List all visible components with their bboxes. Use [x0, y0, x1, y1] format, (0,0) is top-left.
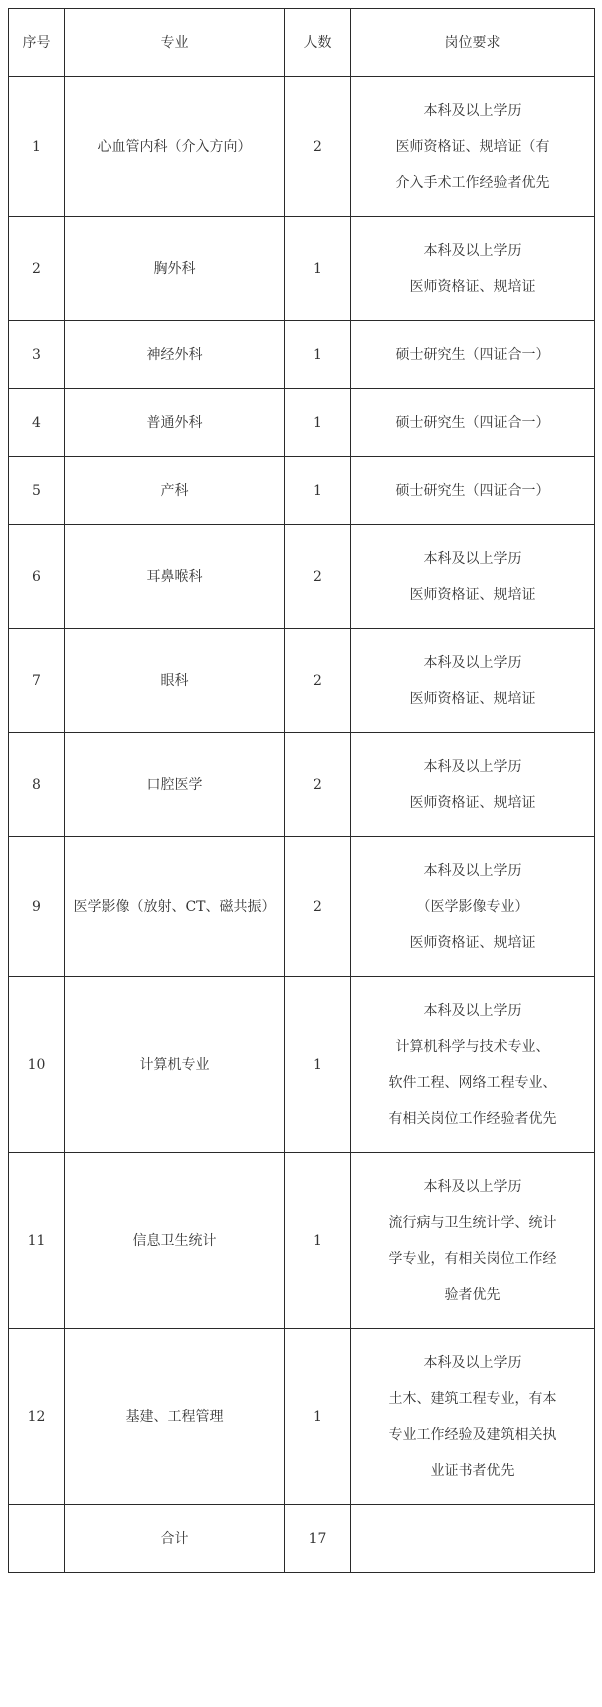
row-count: 1: [285, 977, 351, 1153]
row-count: 2: [285, 77, 351, 217]
table-row: [9, 1153, 595, 1329]
requirement-line: 计算机科学与技术专业、: [395, 1038, 550, 1055]
row-count: 2: [285, 525, 351, 629]
requirement-line: 学专业，有相关岗位工作经: [388, 1250, 557, 1267]
row-index: 4: [9, 389, 65, 457]
requirement-line: 验者优先: [444, 1286, 501, 1303]
row-count: 2: [285, 837, 351, 977]
total-requirements: [351, 1505, 595, 1573]
recruitment-table: [8, 8, 595, 1573]
requirement-line: 硕士研究生（四证合一）: [395, 346, 550, 363]
row-major: 胸外科: [65, 217, 285, 321]
table-row: [9, 321, 595, 389]
row-count: 1: [285, 389, 351, 457]
row-requirements: [351, 525, 595, 629]
requirement-line: 本科及以上学历: [423, 654, 522, 671]
row-major: 基建、工程管理: [65, 1329, 285, 1505]
row-count: 1: [285, 457, 351, 525]
requirement-line: 本科及以上学历: [423, 1002, 522, 1019]
row-count: 1: [285, 321, 351, 389]
table-row: [9, 525, 595, 629]
table-row: [9, 837, 595, 977]
requirement-line: 业证书者优先: [430, 1462, 515, 1479]
row-index: 7: [9, 629, 65, 733]
table-row: [9, 457, 595, 525]
row-requirements: [351, 217, 595, 321]
row-major: 眼科: [65, 629, 285, 733]
requirement-line: 医师资格证、规培证: [409, 586, 536, 603]
total-row: [9, 1505, 595, 1573]
requirement-line: 有相关岗位工作经验者优先: [388, 1110, 557, 1127]
requirement-line: 医师资格证、规培证（有: [395, 138, 550, 155]
header-index: 序号: [9, 9, 65, 77]
row-count: 1: [285, 1329, 351, 1505]
requirement-line: 硕士研究生（四证合一）: [395, 482, 550, 499]
table-body: [9, 77, 595, 1573]
row-count: 1: [285, 1153, 351, 1329]
requirement-line: 本科及以上学历: [423, 1178, 522, 1195]
row-index: 12: [9, 1329, 65, 1505]
row-major: 口腔医学: [65, 733, 285, 837]
row-count: 2: [285, 629, 351, 733]
requirement-line: 介入手术工作经验者优先: [395, 174, 550, 191]
row-index: 9: [9, 837, 65, 977]
header-requirements: 岗位要求: [351, 9, 595, 77]
requirement-line: 土木、建筑工程专业，有本: [388, 1390, 557, 1407]
table-row: [9, 217, 595, 321]
requirement-line: 硕士研究生（四证合一）: [395, 414, 550, 431]
total-index: [9, 1505, 65, 1573]
row-major: 耳鼻喉科: [65, 525, 285, 629]
row-major: 心血管内科（介入方向）: [65, 77, 285, 217]
row-requirements: [351, 1329, 595, 1505]
row-requirements: [351, 629, 595, 733]
row-major: 神经外科: [65, 321, 285, 389]
requirement-line: 本科及以上学历: [423, 550, 522, 567]
row-index: 6: [9, 525, 65, 629]
row-requirements: [351, 977, 595, 1153]
requirement-line: 本科及以上学历: [423, 1354, 522, 1371]
requirement-line: 医师资格证、规培证: [409, 278, 536, 295]
table-row: [9, 1329, 595, 1505]
row-major: 信息卫生统计: [65, 1153, 285, 1329]
table-row: [9, 389, 595, 457]
table-row: [9, 629, 595, 733]
row-index: 11: [9, 1153, 65, 1329]
requirement-line: 本科及以上学历: [423, 862, 522, 879]
row-requirements: [351, 77, 595, 217]
row-major: 医学影像（放射、CT、磁共振）: [65, 837, 285, 977]
row-requirements: [351, 1153, 595, 1329]
row-requirements: [351, 733, 595, 837]
row-major: 计算机专业: [65, 977, 285, 1153]
header-row: [9, 9, 595, 77]
requirement-line: 本科及以上学历: [423, 758, 522, 775]
row-index: 5: [9, 457, 65, 525]
row-index: 1: [9, 77, 65, 217]
row-major: 产科: [65, 457, 285, 525]
row-index: 10: [9, 977, 65, 1153]
row-count: 1: [285, 217, 351, 321]
requirement-line: 医师资格证、规培证: [409, 690, 536, 707]
requirement-line: 医师资格证、规培证: [409, 934, 536, 951]
row-index: 2: [9, 217, 65, 321]
table-row: [9, 733, 595, 837]
row-requirements: [351, 837, 595, 977]
total-label: 合计: [65, 1505, 285, 1573]
row-requirements: [351, 321, 595, 389]
row-requirements: [351, 389, 595, 457]
requirement-line: （医学影像专业）: [416, 898, 529, 915]
row-count: 2: [285, 733, 351, 837]
requirement-line: 本科及以上学历: [423, 242, 522, 259]
row-major: 普通外科: [65, 389, 285, 457]
table-row: [9, 977, 595, 1153]
header-major: 专业: [65, 9, 285, 77]
requirement-line: 软件工程、网络工程专业、: [388, 1074, 557, 1091]
table-row: [9, 77, 595, 217]
requirement-line: 流行病与卫生统计学、统计: [388, 1214, 557, 1231]
row-requirements: [351, 457, 595, 525]
requirement-line: 专业工作经验及建筑相关执: [388, 1426, 557, 1443]
total-count: 17: [285, 1505, 351, 1573]
header-count: 人数: [285, 9, 351, 77]
requirement-line: 本科及以上学历: [423, 102, 522, 119]
row-index: 3: [9, 321, 65, 389]
row-index: 8: [9, 733, 65, 837]
requirement-line: 医师资格证、规培证: [409, 794, 536, 811]
